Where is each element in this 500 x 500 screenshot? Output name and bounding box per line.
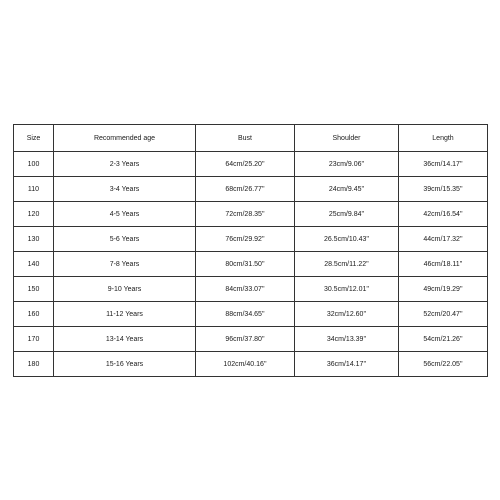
cell-length: 36cm/14.17'' (399, 152, 488, 177)
cell-length: 42cm/16.54'' (399, 202, 488, 227)
cell-shoulder: 26.5cm/10.43'' (295, 227, 399, 252)
table-row (14, 327, 488, 352)
cell-length: 56cm/22.05'' (399, 352, 488, 377)
cell-length: 39cm/15.35'' (399, 177, 488, 202)
cell-size: 180 (14, 352, 54, 377)
table-header-row (14, 125, 488, 152)
cell-size: 120 (14, 202, 54, 227)
cell-size: 160 (14, 302, 54, 327)
cell-bust: 64cm/25.20'' (196, 152, 295, 177)
cell-size: 110 (14, 177, 54, 202)
cell-shoulder: 23cm/9.06'' (295, 152, 399, 177)
cell-shoulder: 24cm/9.45'' (295, 177, 399, 202)
cell-age: 5-6 Years (54, 227, 196, 252)
cell-shoulder: 28.5cm/11.22'' (295, 252, 399, 277)
cell-bust: 88cm/34.65'' (196, 302, 295, 327)
cell-bust: 68cm/26.77'' (196, 177, 295, 202)
cell-age: 9-10 Years (54, 277, 196, 302)
cell-bust: 72cm/28.35'' (196, 202, 295, 227)
cell-size: 170 (14, 327, 54, 352)
cell-size: 150 (14, 277, 54, 302)
cell-length: 46cm/18.11'' (399, 252, 488, 277)
cell-shoulder: 36cm/14.17'' (295, 352, 399, 377)
table-row (14, 152, 488, 177)
header-recommended-age: Recommended age (54, 125, 196, 152)
cell-shoulder: 34cm/13.39'' (295, 327, 399, 352)
cell-bust: 80cm/31.50'' (196, 252, 295, 277)
cell-shoulder: 32cm/12.60'' (295, 302, 399, 327)
header-length: Length (399, 125, 488, 152)
cell-size: 100 (14, 152, 54, 177)
cell-length: 49cm/19.29'' (399, 277, 488, 302)
cell-length: 54cm/21.26'' (399, 327, 488, 352)
cell-shoulder: 30.5cm/12.01'' (295, 277, 399, 302)
table-row (14, 252, 488, 277)
cell-size: 140 (14, 252, 54, 277)
cell-bust: 84cm/33.07'' (196, 277, 295, 302)
table-row (14, 302, 488, 327)
table-row (14, 227, 488, 252)
table-row (14, 277, 488, 302)
cell-length: 52cm/20.47'' (399, 302, 488, 327)
header-shoulder: Shoulder (295, 125, 399, 152)
cell-bust: 76cm/29.92'' (196, 227, 295, 252)
header-size: Size (14, 125, 54, 152)
cell-age: 4-5 Years (54, 202, 196, 227)
cell-shoulder: 25cm/9.84'' (295, 202, 399, 227)
cell-age: 2-3 Years (54, 152, 196, 177)
size-chart-table (13, 124, 488, 377)
cell-bust: 102cm/40.16'' (196, 352, 295, 377)
table-row (14, 202, 488, 227)
table-row (14, 352, 488, 377)
cell-age: 3-4 Years (54, 177, 196, 202)
cell-age: 15-16 Years (54, 352, 196, 377)
cell-age: 11-12 Years (54, 302, 196, 327)
cell-bust: 96cm/37.80'' (196, 327, 295, 352)
cell-size: 130 (14, 227, 54, 252)
cell-age: 7-8 Years (54, 252, 196, 277)
cell-age: 13-14 Years (54, 327, 196, 352)
table-row (14, 177, 488, 202)
cell-length: 44cm/17.32'' (399, 227, 488, 252)
header-bust: Bust (196, 125, 295, 152)
